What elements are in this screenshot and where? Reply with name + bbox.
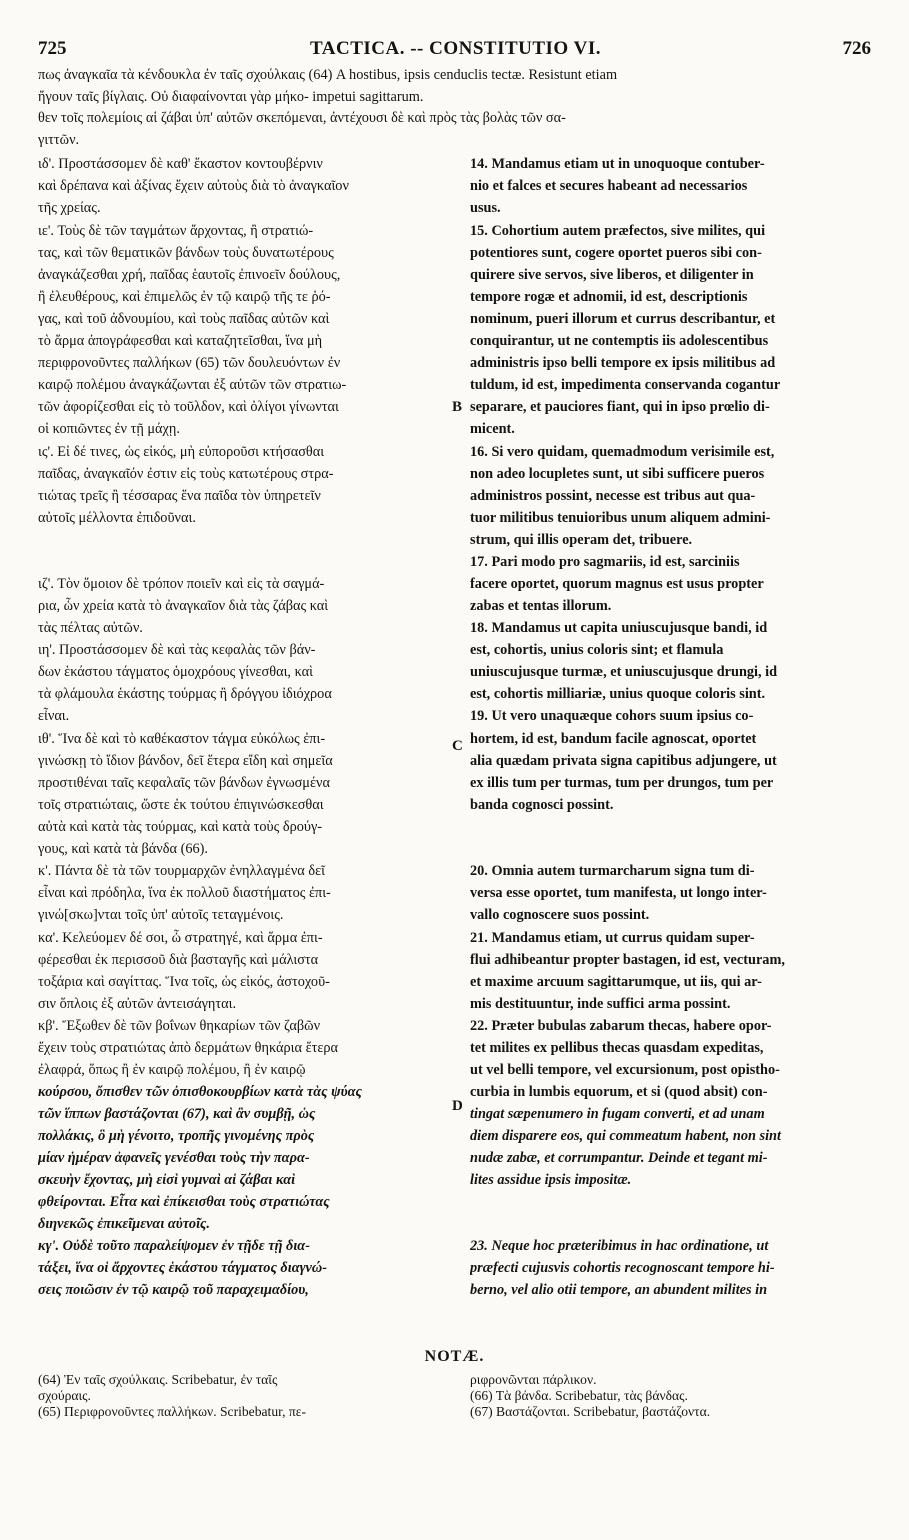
full-width-line: θεν τοῖς πολεμίοις αἱ ζάβαι ὑπ' αὐτῶν σκεπόμεναι, ἀντέχουσι δὲ καὶ πρὸς τὰς βολὰς τῶν σα- <box>38 110 566 126</box>
latin-line: præfecti cujusvis cohortis recognoscant tempore hi- <box>470 1260 775 1276</box>
note-left-line: (64) Ἐν ταῖς σχούλκαις. Scribebatur, ἐν ταῖς <box>38 1372 278 1387</box>
greek-line: τῆς χρείας. <box>38 200 101 216</box>
latin-line: 23. Neque hoc præteribimus in hac ordinatione, ut <box>470 1238 769 1254</box>
greek-line: ρια, ὧν χρεία κατὰ τὸ ἀναγκαῖον διὰ τὰς ζάβας καὶ <box>38 598 329 614</box>
latin-line: potentiores sunt, cogere oportet pueros sibi con- <box>470 245 762 261</box>
greek-line: καιρῷ πολέμου ἀναγκάζωνται ἐξ αὐτῶν τῶν στρατιω- <box>38 377 347 393</box>
greek-line: σκευὴν ἔχοντας, μὴ εἰσὶ γυμναὶ αἱ ζάβαι καὶ <box>38 1172 296 1188</box>
full-width-line: πως ἀναγκαῖα τὰ κένδουκλα ἐν ταῖς σχούλκαις (64) A hostibus, ipsis cenduclis tectæ. Resistunt etiam <box>38 67 618 83</box>
running-title: TACTICA. -- CONSTITUTIO VI. <box>310 38 601 59</box>
greek-line: σεις ποιῶσιν ἐν τῷ καιρῷ τοῦ παραχειμαδίου, <box>38 1282 309 1298</box>
note-right-line: ριφρονῶνται πάρλικον. <box>470 1372 597 1387</box>
latin-line: 19. Ut vero unaquæque cohors suum ipsius co- <box>470 708 754 724</box>
latin-line: hortem, id est, bandum facile agnoscat, oportet <box>470 731 757 747</box>
latin-line: est, cohortis, unius coloris sint; et flamula <box>470 642 724 658</box>
greek-line: παῖδας, ἀναγκαῖόν ἐστιν εἰς τοὺς κατωτέρους στρα- <box>38 466 334 482</box>
latin-line: 21. Mandamus etiam, ut currus quidam super- <box>470 930 755 946</box>
page-number-left: 725 <box>38 38 67 59</box>
greek-line: περιφρονοῦντες παλλήκων (65) τῶν δουλευόντων ἐν <box>38 355 341 371</box>
greek-line: τιώτας τρεῖς ἢ τέσσαρας ἕνα παῖδα τὸν ὑπηρετεῖν <box>38 488 321 504</box>
latin-line: tingat sæpenumero in fugam converti, et ad unam <box>470 1106 765 1122</box>
greek-line: καὶ δρέπανα καὶ ἀξίνας ἔχειν αὐτοὺς διὰ τὸ ἀναγκαῖον <box>38 178 349 194</box>
latin-line: diem disparere eos, qui commeatum habent, non sint <box>470 1128 781 1144</box>
latin-line: nominum, pueri illorum et currus describantur, et <box>470 311 776 327</box>
greek-line: εἶναι. <box>38 708 70 724</box>
latin-line: strum, qui illis operam det, tribuere. <box>470 532 693 548</box>
margin-mark-c: C <box>452 738 463 754</box>
margin-mark-b: B <box>452 399 463 415</box>
greek-line: πολλάκις, ὃ μὴ γένοιτο, τροπῆς γινομένης πρὸς <box>38 1128 315 1144</box>
latin-line: ut vel belli tempore, vel excursionum, post opistho- <box>470 1062 780 1078</box>
greek-line: τῶν ἵππων βαστάζονται (67), καὶ ἂν συμβῇ, ὡς <box>38 1106 316 1122</box>
greek-line: τῶν ἀφορίζεσθαι εἰς τὸ τοῦλδον, καὶ ὀλίγοι γίνωνται <box>38 399 339 415</box>
greek-line: ις'. Εἰ δέ τινες, ὡς εἰκός, μὴ εὐποροῦσι κτήσασθαι <box>38 444 325 460</box>
latin-line: conquirantur, ut ne contemptis iis adolescentibus <box>470 333 769 349</box>
latin-line: curbia in lumbis equorum, et si (quod absit) con- <box>470 1084 768 1100</box>
greek-line: αὐτὰ καὶ κατὰ τὰς τούρμας, καὶ κατὰ τοὺς δρούγ- <box>38 819 323 835</box>
latin-line: tuldum, id est, impedimenta conservanda cogantur <box>470 377 781 393</box>
latin-line: 22. Præter bubulas zabarum thecas, habere opor- <box>470 1018 772 1034</box>
latin-line: 14. Mandamus etiam ut in unoquoque contuber- <box>470 156 765 172</box>
greek-line: φθείρονται. Εἶτα καὶ ἐπίκεισθαι τοὺς στρατιώτας <box>38 1194 330 1210</box>
latin-line: nio et falces et secures habeant ad necessarios <box>470 178 748 194</box>
latin-line: versa esse oportet, tum manifesta, ut longo inter- <box>470 885 767 901</box>
greek-line: κγ'. Οὐδὲ τοῦτο παραλείψομεν ἐν τῇδε τῇ δια- <box>38 1238 310 1254</box>
latin-line: mis destituuntur, inde suffici arma possint. <box>470 996 731 1012</box>
latin-line: 18. Mandamus ut capita uniuscujusque bandi, id <box>470 620 768 636</box>
latin-line: uniuscujusque turmæ, et uniuscujusque drungi, id <box>470 664 778 680</box>
latin-line: alia quædam privata signa capitibus adjungere, ut <box>470 753 777 769</box>
page-number-right: 726 <box>842 38 871 59</box>
greek-line: εἶναι καὶ πρόδηλα, ἵνα ἐκ πολλοῦ διαστήματος ἐπι- <box>38 885 331 901</box>
latin-line: ex illis tum per turmas, tum per drungos, tum per <box>470 775 774 791</box>
latin-line: banda cognosci possint. <box>470 797 614 813</box>
greek-line: ιζ'. Τὸν ὅμοιον δὲ τρόπον ποιεῖν καὶ εἰς τὰ σαγμά- <box>38 576 325 592</box>
greek-line: τάξει, ἵνα οἱ ἄρχοντες ἑκάστου τάγματος διαγνώ- <box>38 1260 327 1276</box>
latin-line: facere oportet, quorum magnus est usus propter <box>470 576 764 592</box>
greek-line: γινώσκῃ τὸ ἴδιον βάνδον, δεῖ ἕτερα εἴδη καὶ σημεῖα <box>38 753 333 769</box>
greek-line: ιη'. Προστάσσομεν δὲ καὶ τὰς κεφαλὰς τῶν βάν- <box>38 642 316 658</box>
margin-mark-d: D <box>452 1098 463 1114</box>
latin-line: flui adhibeantur propter bastagen, id est, vecturam, <box>470 952 785 968</box>
greek-line: τοξάρια καὶ σαγίττας. Ἵνα τοῖς, ὡς εἰκός, ἀστοχοῦ- <box>38 974 330 990</box>
full-width-line: γιττῶν. <box>38 132 80 148</box>
latin-line: 15. Cohortium autem præfectos, sive milites, qui <box>470 223 766 239</box>
latin-line: usus. <box>470 200 501 216</box>
greek-line: ἢ ἐλευθέρους, καὶ ἐπιμελῶς ἐν τῷ καιρῷ τῆς τε ῥό- <box>38 289 331 305</box>
greek-line: γινώ[σκω]νται τοῖς ὑπ' αὐτοῖς τεταγμένοις. <box>38 907 284 923</box>
latin-line: tempore rogæ et adnomii, id est, descriptionis <box>470 289 748 305</box>
greek-line: τὰς πέλτας αὐτῶν. <box>38 620 143 636</box>
latin-line: micent. <box>470 421 515 437</box>
greek-line: τὰ φλάμουλα ἑκάστης τούρμας ἢ δρόγγου ἰδιόχροα <box>38 686 332 702</box>
latin-line: separare, et pauciores fiant, qui in ipso prœlio di- <box>470 399 770 415</box>
greek-line: τας, καὶ τῶν θεματικῶν βάνδων τοὺς δυνατωτέρους <box>38 245 334 261</box>
latin-line: administris ipso belli tempore ex ipsis militibus ad <box>470 355 776 371</box>
greek-line: οἱ κοπιῶντες ἐν τῇ μάχῃ. <box>38 421 180 437</box>
notes-title: NOTÆ. <box>424 1348 485 1365</box>
greek-line: τὸ ἅρμα ἀπογράφεσθαι καὶ καταζητεῖσθαι, ἵνα μὴ <box>38 333 323 349</box>
latin-line: nudæ zabæ, et corrumpantur. Deinde et tegant mi- <box>470 1150 768 1166</box>
latin-line: est, cohortis milliariæ, unius quoque coloris sint. <box>470 686 766 702</box>
greek-line: κβ'. Ἔξωθεν δὲ τῶν βοΐνων θηκαρίων τῶν ζαβῶν <box>38 1018 321 1034</box>
latin-line: 17. Pari modo pro sagmariis, id est, sarciniis <box>470 554 740 570</box>
page-header <box>38 38 871 60</box>
latin-line: vallo cognoscere suos possint. <box>470 907 650 923</box>
greek-line: δων ἑκάστου τάγματος ὁμοχρόους γίνεσθαι, καὶ <box>38 664 313 680</box>
greek-line: ιθ'. Ἵνα δὲ καὶ τὸ καθέκαστον τάγμα εὐκόλως ἐπι- <box>38 731 326 747</box>
latin-line: lites assidue ipsis impositæ. <box>470 1172 632 1188</box>
latin-line: zabas et tentas illorum. <box>470 598 612 614</box>
note-left-line: (65) Περιφρονοῦντες παλλήκων. Scribebatur, πε- <box>38 1404 306 1419</box>
greek-line: ἐλαφρά, ὅπως ἢ ἐν καιρῷ πολέμου, ἢ ἐν καιρῷ <box>38 1062 306 1078</box>
greek-line: διηνεκῶς ἐπικεῖμεναι αὐτοῖς. <box>38 1216 211 1232</box>
greek-line: κ'. Πάντα δὲ τὰ τῶν τουρμαρχῶν ἐνηλλαγμένα δεῖ <box>38 863 325 879</box>
greek-line: ἔχειν τοὺς στρατιώτας ἀπὸ δερμάτων θηκάρια ἕτερα <box>38 1040 338 1056</box>
latin-line: tet milites ex pellibus thecas quasdam expeditas, <box>470 1040 764 1056</box>
greek-line: γους, καὶ κατὰ τὰ βάνδα (66). <box>38 841 208 857</box>
greek-line: κα'. Κελεύομεν δέ σοι, ὦ στρατηγέ, καὶ ἅρμα ἐπι- <box>38 930 323 946</box>
latin-line: tuor militibus tenuioribus unum aliquem admini- <box>470 510 771 526</box>
latin-line: 16. Si vero quidam, quemadmodum verisimile est, <box>470 444 775 460</box>
latin-line: quirere sive servos, sive liberos, et diligenter in <box>470 267 754 283</box>
greek-line: ἀναγκάζεσθαι χρή, παῖδας ἑαυτοῖς ἐπινοεῖν δούλους, <box>38 267 341 283</box>
full-width-line: ἤγουν ταῖς βίγλαις. Οὐ διαφαίνονται γὰρ μήκο- impetui sagittarum. <box>38 89 424 105</box>
greek-line: ιδ'. Προστάσσομεν δὲ καθ' ἕκαστον κοντουβέρνιν <box>38 156 323 172</box>
latin-line: 20. Omnia autem turmarcharum signa tum di- <box>470 863 755 879</box>
note-right-line: (67) Βαστάζονται. Scribebatur, βαστάζοντα. <box>470 1404 711 1419</box>
greek-line: κούρσου, ὄπισθεν τῶν ὀπισθοκουρβίων κατὰ τὰς ψύας <box>38 1084 362 1100</box>
greek-line: ιε'. Τοὺς δὲ τῶν ταγμάτων ἄρχοντας, ἢ στρατιώ- <box>38 223 314 239</box>
greek-line: αὐτοῖς μέλλοντα ἐπιδοῦναι. <box>38 510 196 526</box>
greek-line: φέρεσθαι ἐκ περισσοῦ διὰ βασταγῆς καὶ μάλιστα <box>38 952 319 968</box>
greek-line: γας, καὶ τοῦ ἀδνουμίου, καὶ τοὺς παῖδας αὐτῶν καὶ <box>38 311 330 327</box>
note-left-line: σχούραις. <box>38 1388 91 1403</box>
latin-line: berno, vel alio otii tempore, an abundent milites in <box>470 1282 768 1298</box>
note-right-line: (66) Τὰ βάνδα. Scribebatur, τὰς βάνδας. <box>470 1388 688 1403</box>
latin-line: et maxime arcuum sagittarumque, ut iis, qui ar- <box>470 974 762 990</box>
greek-line: προστιθέναι ταῖς κεφαλαῖς τῶν βάνδων ἐγνωσμένα <box>38 775 330 791</box>
latin-line: non adeo locupletes sunt, ut sibi sufficere pueros <box>470 466 765 482</box>
greek-line: σιν ὅπλοις ἐξ αὐτῶν ἀντεισάγηται. <box>38 996 237 1012</box>
latin-line: administros possint, necesse est tribus aut qua- <box>470 488 756 504</box>
greek-line: μίαν ἡμέραν ἀφανεῖς γενέσθαι τοὺς τὴν παρα- <box>38 1150 310 1166</box>
greek-line: τοῖς στρατιώταις, ὥστε ἐκ τούτου ἐπιγινώσκεσθαι <box>38 797 324 813</box>
